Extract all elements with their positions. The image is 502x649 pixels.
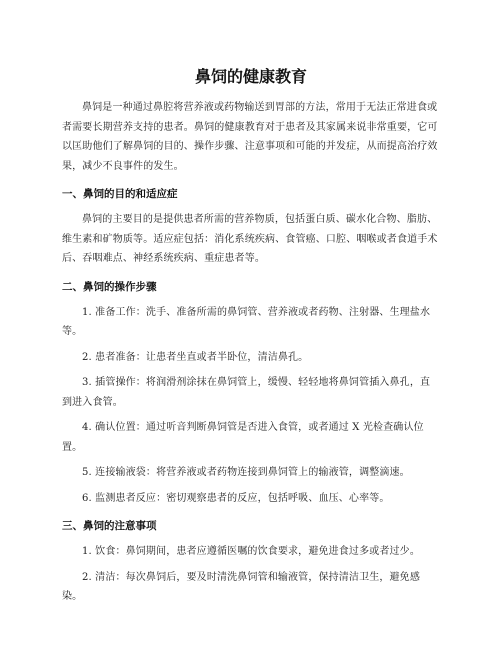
- step-item: 3. 插管操作：将润滑剂涂抹在鼻饲管上，缓慢、轻轻地将鼻饲管插入鼻孔，直到进入食管。: [62, 377, 431, 408]
- section-heading-steps: 二、鼻饲的操作步骤: [62, 280, 157, 293]
- section-heading-precautions: 三、鼻饲的注意事项: [62, 520, 157, 532]
- precaution-item: 2. 清洁：每次鼻饲后，要及时清洗鼻饲管和输液管，保持清洁卫生，避免感染。: [62, 571, 420, 602]
- document-body: [62, 98, 440, 607]
- step-item: 5. 连接输液袋：将营养液或者药物连接到鼻饲管上的输液管，调整滴速。: [82, 467, 410, 478]
- step-item: 4. 确认位置：通过听音判断鼻饲管是否进入食管，或者通过 X 光检查确认位置。: [62, 422, 424, 453]
- document-title: 鼻饲的健康教育: [194, 67, 307, 86]
- precaution-item: 1. 饮食：鼻饲期间，患者应遵循医嘱的饮食要求，避免进食过多或者过少。: [82, 546, 420, 557]
- step-item: 1. 准备工作：洗手、准备所需的鼻饲管、营养液或者药物、注射器、生理盐水等。: [62, 306, 431, 337]
- purpose-paragraph: 鼻饲的主要目的是提供患者所需的营养物质，包括蛋白质、碳水化合物、脂肪、维生素和矿物质等。适应症包括：消化系统疾病、食管癌、口腔、咽喉或者食道手术后、吞咽难点、神经系统疾病、重症患者等。: [62, 214, 438, 264]
- section-heading-purpose: 一、鼻饲的目的和适应症: [62, 188, 178, 200]
- intro-paragraph: 鼻饲是一种通过鼻腔将营养液或药物输送到胃部的方法，常用于无法正常进食或者需要长期营养支持的患者。鼻饲的健康教育对于患者及其家属来说非常重要，它可以匡助他们了解鼻饲的目的、操作步骤、注意事项和可能的并发症，从而提高治疗效果，减少不良事件的发生。: [62, 102, 438, 172]
- step-item: 6. 监测患者反应：密切观察患者的反应，包括呼吸、血压、心率等。: [82, 492, 390, 504]
- step-item: 2. 患者准备：让患者坐直或者半卧位，清洁鼻孔。: [82, 351, 309, 363]
